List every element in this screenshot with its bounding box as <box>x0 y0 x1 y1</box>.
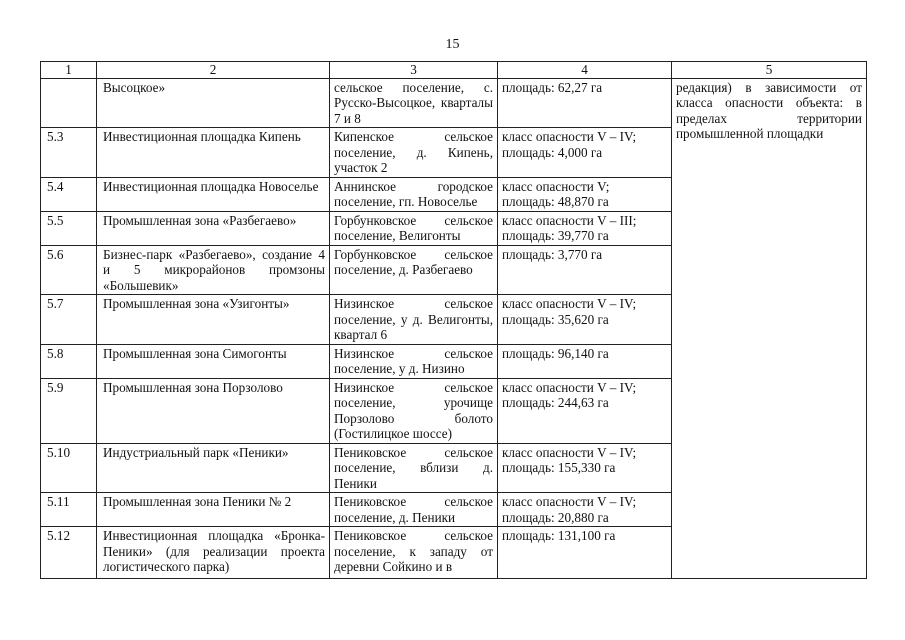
object-name-cell <box>97 245 330 295</box>
row-number-cell <box>41 378 97 443</box>
location-text: Пениковское сельское поселение, д. Пеники <box>334 494 493 525</box>
row-number-text: 5.3 <box>47 129 64 144</box>
row-number-cell <box>41 493 97 527</box>
location-cell <box>330 78 498 128</box>
details-text: класс опасности V – IV; площадь: 35,620 га <box>502 296 637 327</box>
object-name-text: Промышленная зона Симогонты <box>103 345 287 361</box>
object-name-cell <box>97 493 330 527</box>
row-number-cell <box>41 245 97 295</box>
row-number-text: 5.11 <box>47 494 70 509</box>
table-row <box>41 78 867 128</box>
object-name-cell <box>97 128 330 178</box>
table-body <box>41 78 867 579</box>
object-name-text: Индустриальный парк «Пеники» <box>103 444 289 460</box>
row-number-cell <box>41 78 97 128</box>
object-name-cell <box>97 177 330 211</box>
row-number-text: 5.6 <box>47 246 64 262</box>
row-number-text: 5.8 <box>47 345 64 361</box>
location-cell <box>330 245 498 295</box>
requirements-cell <box>672 78 867 579</box>
location-cell <box>330 378 498 443</box>
location-text: Низинское сельское поселение, у д. Низино <box>334 345 493 376</box>
location-cell <box>330 443 498 493</box>
details-text: площадь: 96,140 га <box>502 345 609 361</box>
details-cell <box>498 295 672 345</box>
object-name-text: Высоцкое» <box>103 79 166 95</box>
row-number-cell <box>41 211 97 245</box>
row-number-text: 5.10 <box>47 444 71 460</box>
location-cell <box>330 128 498 178</box>
object-name-text: Инвестиционная площадка Новоселье <box>103 178 319 194</box>
header-col-2: 2 <box>97 62 330 79</box>
location-cell <box>330 493 498 527</box>
details-text: класс опасности V – IV; площадь: 4,000 га <box>502 129 637 160</box>
details-cell <box>498 493 672 527</box>
page-number: 15 <box>445 37 460 52</box>
location-text: Низинское сельское поселение, у д. Велигонты, квартал 6 <box>334 296 493 342</box>
location-text: Горбунковское сельское поселение, Велигонты <box>334 212 493 243</box>
row-number-text: 5.9 <box>47 379 64 395</box>
row-number-cell <box>41 128 97 178</box>
details-cell <box>498 211 672 245</box>
details-text: площадь: 131,100 га <box>502 528 616 543</box>
row-number-text: 5.5 <box>47 212 64 228</box>
object-name-cell <box>97 527 330 579</box>
zones-table <box>40 61 867 579</box>
object-name-text: Инвестиционная площадка Кипень <box>103 129 301 144</box>
details-cell <box>498 443 672 493</box>
row-number-text: 5.7 <box>47 296 64 311</box>
object-name-cell <box>97 78 330 128</box>
location-cell <box>330 177 498 211</box>
object-name-cell <box>97 295 330 345</box>
row-number-cell <box>41 527 97 579</box>
header-col-4: 4 <box>498 62 672 79</box>
details-cell <box>498 128 672 178</box>
details-cell <box>498 78 672 128</box>
details-text: класс опасности V – IV; площадь: 244,63 га <box>502 379 637 410</box>
row-number-cell <box>41 295 97 345</box>
details-text: класс опасности V – III; площадь: 39,770 га <box>502 212 637 243</box>
row-number-cell <box>41 443 97 493</box>
header-col-1: 1 <box>41 62 97 79</box>
location-text: сельское поселение, с. Русско-Высоцкое, кварталы 7 и 8 <box>334 79 493 126</box>
details-cell <box>498 177 672 211</box>
details-text: класс опасности V – IV; площадь: 155,330 га <box>502 444 637 475</box>
object-name-text: Промышленная зона «Разбегаево» <box>103 212 297 228</box>
table-header-row <box>41 62 867 79</box>
location-cell <box>330 211 498 245</box>
requirements-text: редакция) в зависимости от класса опасности объекта: в пределах территории промышленной площадки <box>676 79 862 141</box>
location-text: Аннинское городское поселение, гп. Новоселье <box>334 178 493 209</box>
object-name-text: Промышленная зона «Узигонты» <box>103 296 290 311</box>
location-cell <box>330 344 498 378</box>
details-cell <box>498 527 672 579</box>
location-text: Низинское сельское поселение, урочище Порзолово болото (Гостилицкое шоссе) <box>334 379 493 441</box>
location-cell <box>330 295 498 345</box>
details-text: площадь: 3,770 га <box>502 246 603 262</box>
location-text: Пениковское сельское поселение, вблизи д. Пеники <box>334 444 493 491</box>
header-col-3: 3 <box>330 62 498 79</box>
details-cell <box>498 378 672 443</box>
object-name-cell <box>97 344 330 378</box>
location-text: Горбунковское сельское поселение, д. Разбегаево <box>334 246 493 277</box>
object-name-cell <box>97 443 330 493</box>
row-number-cell <box>41 177 97 211</box>
location-cell <box>330 527 498 579</box>
object-name-text: Бизнес-парк «Разбегаево», создание 4 и 5 микрорайонов промзоны «Большевик» <box>103 246 325 293</box>
details-cell <box>498 245 672 295</box>
object-name-text: Промышленная зона Порзолово <box>103 379 283 395</box>
row-number-text: 5.12 <box>47 528 71 543</box>
location-text: Кипенское сельское поселение, д. Кипень, участок 2 <box>334 129 493 175</box>
object-name-cell <box>97 211 330 245</box>
details-text: класс опасности V; площадь: 48,870 га <box>502 178 610 209</box>
details-cell <box>498 344 672 378</box>
object-name-cell <box>97 378 330 443</box>
row-number-cell <box>41 344 97 378</box>
object-name-text: Инвестиционная площадка «Бронка-Пеники» (для реализации проекта логистического парка) <box>103 528 325 574</box>
location-text: Пениковское сельское поселение, к западу от деревни Сойкино и в <box>334 528 493 574</box>
object-name-text: Промышленная зона Пеники № 2 <box>103 494 292 509</box>
row-number-text: 5.4 <box>47 178 64 194</box>
header-col-5: 5 <box>672 62 867 79</box>
details-text: площадь: 62,27 га <box>502 79 603 95</box>
details-text: класс опасности V – IV; площадь: 20,880 га <box>502 494 637 525</box>
